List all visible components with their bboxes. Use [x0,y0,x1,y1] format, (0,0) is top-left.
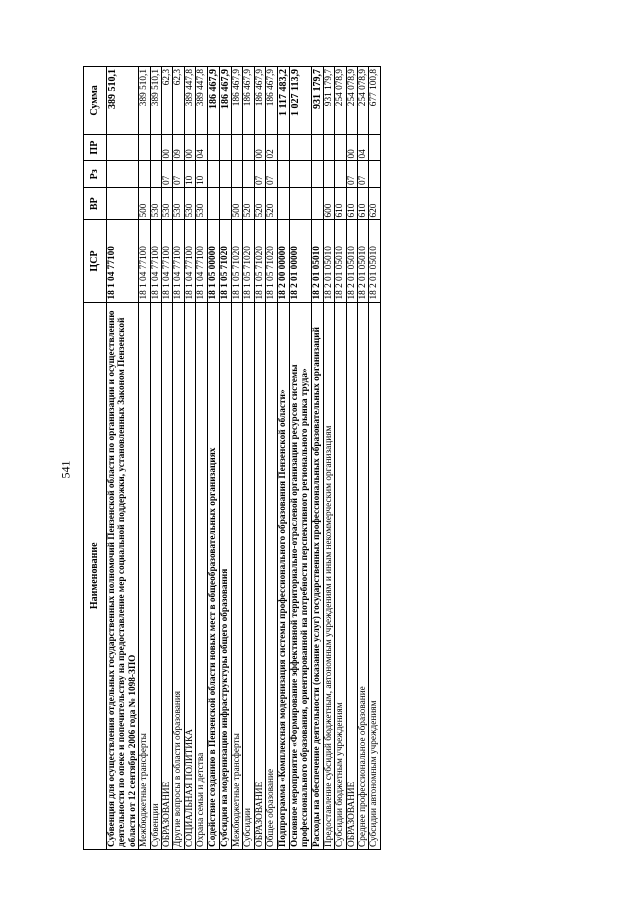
cell-sum: 389 510,1 [150,67,161,135]
table-row [184,67,195,850]
cell-csr: 18 1 04 77100 [173,220,184,302]
cell-vr [207,188,219,220]
cell-name: Общее образование [266,302,277,849]
table-row [162,67,173,850]
cell-name: Субсидия на модернизацию инфраструктуры общего образования [219,302,231,849]
cell-pr [107,134,139,161]
cell-sum: 186 467,9 [232,67,243,135]
cell-csr: 18 1 05 71020 [243,220,254,302]
cell-name: Субвенция для осуществления отдельных государственных полномочий Пензенской области по организации и осуществлению деятельности по опеке и попечительству на предоставление мер социальной поддержки, установленных Законом Пензенской области от 12 сентября 2006 года № 1098-ЗПО [107,302,139,849]
cell-vr: 530 [196,188,207,220]
cell-pr [207,134,219,161]
cell-csr: 18 1 04 77100 [162,220,173,302]
cell-csr: 18 1 05 71020 [254,220,265,302]
cell-rz: 07 [358,161,369,188]
cell-vr: 600 [323,188,334,220]
cell-rz: 10 [196,161,207,188]
cell-sum: 677 100,8 [369,67,380,135]
cell-csr: 18 2 01 05010 [311,220,323,302]
cell-csr: 18 2 01 05010 [346,220,357,302]
cell-sum: 389 510,1 [107,67,139,135]
cell-vr: 530 [184,188,195,220]
cell-csr: 18 2 01 05010 [323,220,334,302]
cell-sum: 62,3 [173,67,184,135]
cell-name: Межбюджетные трансферты [232,302,243,849]
table-row [369,67,380,850]
table-row [232,67,243,850]
cell-name: Среднее профессиональное образование [358,302,369,849]
cell-sum: 1 117 483,2 [277,67,289,135]
cell-name: СОЦИАЛЬНАЯ ПОЛИТИКА [184,302,195,849]
cell-name: Субсидии бюджетным учреждениям [335,302,346,849]
cell-name: Содействие созданию в Пензенской области новых мест в общеобразовательных организациях [207,302,219,849]
cell-name: Межбюджетные трансферты [139,302,150,849]
cell-pr [323,134,334,161]
cell-csr: 18 2 01 05010 [369,220,380,302]
cell-sum: 931 179,7 [323,67,334,135]
table-row [139,67,150,850]
table-row [254,67,265,850]
cell-pr [139,134,150,161]
cell-rz [139,161,150,188]
cell-vr [107,188,139,220]
table-row [346,67,357,850]
cell-pr: 00 [162,134,173,161]
cell-rz [150,161,161,188]
cell-vr: 520 [266,188,277,220]
cell-csr: 18 2 01 05010 [335,220,346,302]
page-number: 541 [58,460,73,479]
header-csr: ЦСР [84,220,107,302]
cell-pr: 09 [173,134,184,161]
cell-pr: 00 [346,134,357,161]
cell-rz [243,161,254,188]
cell-rz [232,161,243,188]
cell-pr [219,134,231,161]
table-row [150,67,161,850]
cell-vr: 610 [358,188,369,220]
header-pr: ПР [84,134,107,161]
cell-pr: 00 [254,134,265,161]
cell-vr: 530 [162,188,173,220]
cell-sum: 254 078,9 [335,67,346,135]
cell-rz: 07 [266,161,277,188]
cell-rz: 07 [346,161,357,188]
cell-name: ОБРАЗОВАНИЕ [254,302,265,849]
cell-vr: 500 [232,188,243,220]
header-rz: Рз [84,161,107,188]
cell-rz [219,161,231,188]
cell-rz [335,161,346,188]
cell-rz [207,161,219,188]
table-row [266,67,277,850]
table-row [277,67,289,850]
cell-vr: 610 [335,188,346,220]
cell-csr: 18 1 04 77100 [139,220,150,302]
cell-rz [289,161,311,188]
cell-rz [311,161,323,188]
cell-sum: 186 467,9 [243,67,254,135]
cell-name: Расходы на обеспечение деятельности (оказание услуг) государственных профессиональных образовательных организаций [311,302,323,849]
cell-csr: 18 1 05 00000 [207,220,219,302]
cell-csr: 18 1 05 71020 [232,220,243,302]
cell-sum: 186 467,9 [207,67,219,135]
cell-sum: 389 447,8 [196,67,207,135]
cell-csr: 18 2 01 05010 [358,220,369,302]
cell-name: Охрана семьи и детства [196,302,207,849]
cell-vr [277,188,289,220]
table-row [335,67,346,850]
cell-rz: 07 [162,161,173,188]
cell-name: Основное мероприятие «Формирование эффективной территориально-отраслевой организации ресурсов системы профессионального образования, ориентированной на потребности перспективного регионального рынка труда» [289,302,311,849]
table-row [173,67,184,850]
cell-vr: 520 [243,188,254,220]
cell-sum: 1 027 113,9 [289,67,311,135]
cell-rz: 07 [254,161,265,188]
cell-csr: 18 2 00 00000 [277,220,289,302]
cell-pr [311,134,323,161]
table-row [289,67,311,850]
table-row [196,67,207,850]
cell-name: Другие вопросы в области образования [173,302,184,849]
cell-rz: 10 [184,161,195,188]
cell-csr: 18 1 05 71020 [266,220,277,302]
cell-pr [243,134,254,161]
cell-csr: 18 2 01 00000 [289,220,311,302]
header-sum: Сумма [84,67,107,135]
table-row [219,67,231,850]
cell-vr: 530 [150,188,161,220]
cell-rz [323,161,334,188]
table-row [323,67,334,850]
cell-name: Подпрограмма «Комплексная модернизация системы профессионального образования Пензенской области» [277,302,289,849]
table-row [243,67,254,850]
cell-pr: 04 [196,134,207,161]
cell-vr [311,188,323,220]
cell-vr: 530 [173,188,184,220]
table-row [107,67,139,850]
table-row [358,67,369,850]
cell-rz [369,161,380,188]
cell-sum: 186 467,9 [254,67,265,135]
cell-csr: 18 1 04 77100 [196,220,207,302]
cell-csr: 18 1 04 77100 [107,220,139,302]
cell-pr: 00 [184,134,195,161]
table-row [207,67,219,850]
cell-pr: 04 [358,134,369,161]
header-vr: ВР [84,188,107,220]
rotated-table-container [83,66,569,850]
cell-pr [232,134,243,161]
cell-name: ОБРАЗОВАНИЕ [162,302,173,849]
cell-csr: 18 1 04 77100 [150,220,161,302]
cell-sum: 931 179,7 [311,67,323,135]
cell-rz [107,161,139,188]
budget-table [83,66,381,850]
cell-vr: 520 [254,188,265,220]
cell-csr: 18 1 05 71020 [219,220,231,302]
cell-name: ОБРАЗОВАНИЕ [346,302,357,849]
table-row [311,67,323,850]
cell-pr [335,134,346,161]
cell-rz: 07 [173,161,184,188]
cell-vr [219,188,231,220]
cell-rz [277,161,289,188]
cell-vr: 620 [369,188,380,220]
cell-pr [150,134,161,161]
cell-vr [289,188,311,220]
cell-name: Предоставление субсидий бюджетным, автономным учреждениям и иным некоммерческим организациям [323,302,334,849]
cell-name: Субсидии [243,302,254,849]
cell-sum: 62,3 [162,67,173,135]
cell-pr [277,134,289,161]
cell-pr: 02 [266,134,277,161]
cell-csr: 18 1 04 77100 [184,220,195,302]
table-body [107,67,381,850]
table-header-row [84,67,107,850]
cell-name: Субсидии автономным учреждениям [369,302,380,849]
cell-sum: 389 510,1 [139,67,150,135]
cell-vr: 610 [346,188,357,220]
cell-sum: 186 467,9 [219,67,231,135]
header-name: Наименование [84,302,107,849]
cell-sum: 186 467,9 [266,67,277,135]
cell-pr [289,134,311,161]
cell-sum: 254 078,9 [346,67,357,135]
cell-name: Субвенции [150,302,161,849]
cell-pr [369,134,380,161]
cell-vr: 500 [139,188,150,220]
cell-sum: 389 447,8 [184,67,195,135]
cell-sum: 254 078,9 [358,67,369,135]
